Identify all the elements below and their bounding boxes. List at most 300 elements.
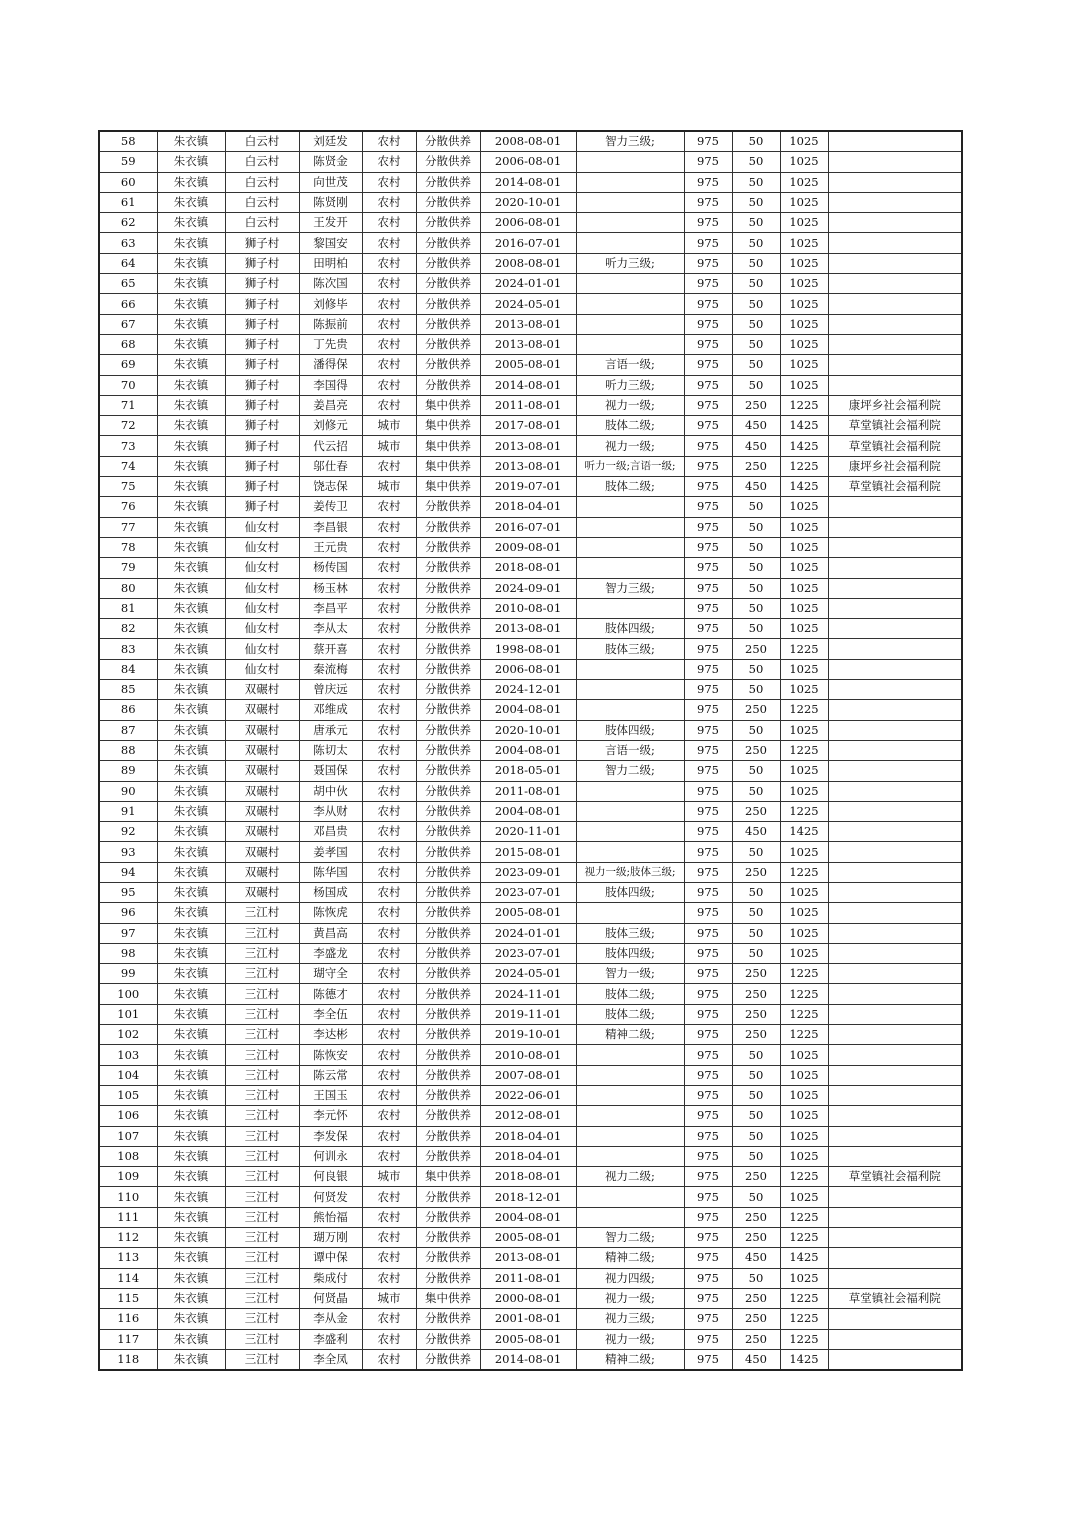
institution-cell bbox=[828, 1146, 962, 1166]
table-row bbox=[99, 497, 962, 517]
seq-cell: 61 bbox=[99, 192, 157, 212]
disability-cell bbox=[576, 700, 684, 720]
disability-cell bbox=[576, 233, 684, 253]
start-date-cell: 2008-08-01 bbox=[480, 131, 576, 152]
disability-cell bbox=[576, 314, 684, 334]
institution-cell bbox=[828, 1207, 962, 1227]
disability-cell bbox=[576, 1187, 684, 1207]
name-cell: 李昌平 bbox=[299, 598, 362, 618]
base-amount-cell: 975 bbox=[684, 517, 732, 537]
village-cell: 双碾村 bbox=[225, 862, 299, 882]
total-cell: 1225 bbox=[780, 1309, 828, 1329]
subsidy-cell: 50 bbox=[732, 1126, 780, 1146]
start-date-cell: 2022-06-01 bbox=[480, 1085, 576, 1105]
base-amount-cell: 975 bbox=[684, 233, 732, 253]
disability-cell bbox=[576, 1065, 684, 1085]
institution-cell bbox=[828, 334, 962, 354]
seq-cell: 59 bbox=[99, 152, 157, 172]
table-row bbox=[99, 842, 962, 862]
start-date-cell: 2017-08-01 bbox=[480, 416, 576, 436]
disability-cell: 视力一级; bbox=[576, 1288, 684, 1308]
subsidy-cell: 50 bbox=[732, 152, 780, 172]
base-amount-cell: 975 bbox=[684, 598, 732, 618]
table-row bbox=[99, 659, 962, 679]
household-type-cell: 农村 bbox=[362, 882, 416, 902]
disability-cell: 肢体四级; bbox=[576, 943, 684, 963]
table-row bbox=[99, 720, 962, 740]
subsidy-cell: 50 bbox=[732, 558, 780, 578]
table-row bbox=[99, 192, 962, 212]
total-cell: 1025 bbox=[780, 517, 828, 537]
household-type-cell: 农村 bbox=[362, 517, 416, 537]
name-cell: 陈切太 bbox=[299, 740, 362, 760]
table-row bbox=[99, 781, 962, 801]
start-date-cell: 2018-04-01 bbox=[480, 1126, 576, 1146]
disability-cell bbox=[576, 680, 684, 700]
support-type-cell: 分散供养 bbox=[416, 253, 480, 273]
village-cell: 三江村 bbox=[225, 1329, 299, 1349]
table-row bbox=[99, 558, 962, 578]
household-type-cell: 农村 bbox=[362, 1004, 416, 1024]
household-type-cell: 农村 bbox=[362, 294, 416, 314]
village-cell: 狮子村 bbox=[225, 395, 299, 415]
subsidy-cell: 50 bbox=[732, 598, 780, 618]
table-row bbox=[99, 1187, 962, 1207]
disability-cell: 言语一级; bbox=[576, 355, 684, 375]
total-cell: 1025 bbox=[780, 192, 828, 212]
support-type-cell: 集中供养 bbox=[416, 395, 480, 415]
village-cell: 狮子村 bbox=[225, 375, 299, 395]
start-date-cell: 2013-08-01 bbox=[480, 314, 576, 334]
household-type-cell: 农村 bbox=[362, 456, 416, 476]
start-date-cell: 2010-08-01 bbox=[480, 1045, 576, 1065]
support-type-cell: 分散供养 bbox=[416, 923, 480, 943]
town-cell: 朱衣镇 bbox=[157, 416, 225, 436]
total-cell: 1225 bbox=[780, 964, 828, 984]
town-cell: 朱衣镇 bbox=[157, 842, 225, 862]
institution-cell bbox=[828, 598, 962, 618]
household-type-cell: 农村 bbox=[362, 1106, 416, 1126]
table-row bbox=[99, 253, 962, 273]
name-cell: 丁先贵 bbox=[299, 334, 362, 354]
base-amount-cell: 975 bbox=[684, 639, 732, 659]
institution-cell bbox=[828, 172, 962, 192]
disability-cell: 视力一级; bbox=[576, 1329, 684, 1349]
start-date-cell: 2023-07-01 bbox=[480, 943, 576, 963]
base-amount-cell: 975 bbox=[684, 1065, 732, 1085]
support-type-cell: 分散供养 bbox=[416, 781, 480, 801]
household-type-cell: 农村 bbox=[362, 822, 416, 842]
support-type-cell: 分散供养 bbox=[416, 639, 480, 659]
subsidy-cell: 50 bbox=[732, 1106, 780, 1126]
subsidy-cell: 250 bbox=[732, 1025, 780, 1045]
town-cell: 朱衣镇 bbox=[157, 477, 225, 497]
start-date-cell: 2013-08-01 bbox=[480, 456, 576, 476]
seq-cell: 72 bbox=[99, 416, 157, 436]
table-row bbox=[99, 1004, 962, 1024]
town-cell: 朱衣镇 bbox=[157, 274, 225, 294]
start-date-cell: 2013-08-01 bbox=[480, 334, 576, 354]
name-cell: 李全伍 bbox=[299, 1004, 362, 1024]
village-cell: 三江村 bbox=[225, 1228, 299, 1248]
institution-cell bbox=[828, 1248, 962, 1268]
disability-cell bbox=[576, 659, 684, 679]
institution-cell bbox=[828, 761, 962, 781]
subsidy-cell: 50 bbox=[732, 314, 780, 334]
town-cell: 朱衣镇 bbox=[157, 984, 225, 1004]
table-row bbox=[99, 294, 962, 314]
total-cell: 1025 bbox=[780, 720, 828, 740]
institution-cell bbox=[828, 1004, 962, 1024]
disability-cell bbox=[576, 1146, 684, 1166]
base-amount-cell: 975 bbox=[684, 964, 732, 984]
start-date-cell: 2020-10-01 bbox=[480, 720, 576, 740]
support-type-cell: 分散供养 bbox=[416, 801, 480, 821]
disability-cell: 听力三级; bbox=[576, 375, 684, 395]
village-cell: 三江村 bbox=[225, 1187, 299, 1207]
town-cell: 朱衣镇 bbox=[157, 1207, 225, 1227]
town-cell: 朱衣镇 bbox=[157, 700, 225, 720]
household-type-cell: 农村 bbox=[362, 355, 416, 375]
support-type-cell: 分散供养 bbox=[416, 1004, 480, 1024]
name-cell: 姜昌亮 bbox=[299, 395, 362, 415]
institution-cell bbox=[828, 740, 962, 760]
village-cell: 三江村 bbox=[225, 1146, 299, 1166]
household-type-cell: 农村 bbox=[362, 152, 416, 172]
support-type-cell: 分散供养 bbox=[416, 740, 480, 760]
total-cell: 1225 bbox=[780, 700, 828, 720]
disability-cell bbox=[576, 274, 684, 294]
start-date-cell: 2010-08-01 bbox=[480, 598, 576, 618]
table-row bbox=[99, 537, 962, 557]
seq-cell: 83 bbox=[99, 639, 157, 659]
town-cell: 朱衣镇 bbox=[157, 578, 225, 598]
town-cell: 朱衣镇 bbox=[157, 294, 225, 314]
start-date-cell: 1998-08-01 bbox=[480, 639, 576, 659]
town-cell: 朱衣镇 bbox=[157, 882, 225, 902]
town-cell: 朱衣镇 bbox=[157, 375, 225, 395]
village-cell: 狮子村 bbox=[225, 456, 299, 476]
base-amount-cell: 975 bbox=[684, 253, 732, 273]
support-type-cell: 集中供养 bbox=[416, 1288, 480, 1308]
subsidy-cell: 250 bbox=[732, 801, 780, 821]
name-cell: 李从太 bbox=[299, 619, 362, 639]
start-date-cell: 2008-08-01 bbox=[480, 253, 576, 273]
town-cell: 朱衣镇 bbox=[157, 761, 225, 781]
disability-cell: 肢体三级; bbox=[576, 923, 684, 943]
town-cell: 朱衣镇 bbox=[157, 1268, 225, 1288]
seq-cell: 87 bbox=[99, 720, 157, 740]
household-type-cell: 农村 bbox=[362, 1329, 416, 1349]
seq-cell: 80 bbox=[99, 578, 157, 598]
seq-cell: 97 bbox=[99, 923, 157, 943]
start-date-cell: 2006-08-01 bbox=[480, 213, 576, 233]
start-date-cell: 2018-08-01 bbox=[480, 1167, 576, 1187]
town-cell: 朱衣镇 bbox=[157, 1288, 225, 1308]
institution-cell bbox=[828, 943, 962, 963]
name-cell: 李盛龙 bbox=[299, 943, 362, 963]
base-amount-cell: 975 bbox=[684, 923, 732, 943]
institution-cell bbox=[828, 882, 962, 902]
seq-cell: 77 bbox=[99, 517, 157, 537]
household-type-cell: 农村 bbox=[362, 1268, 416, 1288]
table-row bbox=[99, 395, 962, 415]
seq-cell: 115 bbox=[99, 1288, 157, 1308]
seq-cell: 111 bbox=[99, 1207, 157, 1227]
base-amount-cell: 975 bbox=[684, 1004, 732, 1024]
town-cell: 朱衣镇 bbox=[157, 1146, 225, 1166]
base-amount-cell: 975 bbox=[684, 1248, 732, 1268]
household-type-cell: 城市 bbox=[362, 477, 416, 497]
village-cell: 三江村 bbox=[225, 1288, 299, 1308]
table-row bbox=[99, 1329, 962, 1349]
total-cell: 1225 bbox=[780, 862, 828, 882]
institution-cell bbox=[828, 537, 962, 557]
institution-cell bbox=[828, 842, 962, 862]
start-date-cell: 2024-01-01 bbox=[480, 923, 576, 943]
support-type-cell: 集中供养 bbox=[416, 1167, 480, 1187]
subsidy-cell: 50 bbox=[732, 720, 780, 740]
disability-cell: 智力三级; bbox=[576, 578, 684, 598]
name-cell: 陈华国 bbox=[299, 862, 362, 882]
disability-cell bbox=[576, 781, 684, 801]
support-type-cell: 分散供养 bbox=[416, 842, 480, 862]
village-cell: 三江村 bbox=[225, 1004, 299, 1024]
support-type-cell: 分散供养 bbox=[416, 172, 480, 192]
institution-cell bbox=[828, 253, 962, 273]
start-date-cell: 2007-08-01 bbox=[480, 1065, 576, 1085]
table-row bbox=[99, 477, 962, 497]
base-amount-cell: 975 bbox=[684, 213, 732, 233]
base-amount-cell: 975 bbox=[684, 700, 732, 720]
base-amount-cell: 975 bbox=[684, 1329, 732, 1349]
disability-cell: 肢体四级; bbox=[576, 882, 684, 902]
household-type-cell: 农村 bbox=[362, 1025, 416, 1045]
support-type-cell: 分散供养 bbox=[416, 882, 480, 902]
institution-cell bbox=[828, 314, 962, 334]
support-type-cell: 分散供养 bbox=[416, 1207, 480, 1227]
institution-cell bbox=[828, 1045, 962, 1065]
institution-cell bbox=[828, 131, 962, 152]
seq-cell: 92 bbox=[99, 822, 157, 842]
subsidy-cell: 250 bbox=[732, 700, 780, 720]
base-amount-cell: 975 bbox=[684, 395, 732, 415]
subsidy-cell: 50 bbox=[732, 294, 780, 314]
support-type-cell: 分散供养 bbox=[416, 984, 480, 1004]
name-cell: 何贤晶 bbox=[299, 1288, 362, 1308]
town-cell: 朱衣镇 bbox=[157, 801, 225, 821]
seq-cell: 101 bbox=[99, 1004, 157, 1024]
subsidy-cell: 50 bbox=[732, 1268, 780, 1288]
institution-cell bbox=[828, 1309, 962, 1329]
village-cell: 三江村 bbox=[225, 943, 299, 963]
base-amount-cell: 975 bbox=[684, 1167, 732, 1187]
name-cell: 李盛利 bbox=[299, 1329, 362, 1349]
seq-cell: 113 bbox=[99, 1248, 157, 1268]
support-type-cell: 集中供养 bbox=[416, 477, 480, 497]
town-cell: 朱衣镇 bbox=[157, 598, 225, 618]
town-cell: 朱衣镇 bbox=[157, 1106, 225, 1126]
subsidy-cell: 250 bbox=[732, 1329, 780, 1349]
total-cell: 1025 bbox=[780, 213, 828, 233]
village-cell: 狮子村 bbox=[225, 253, 299, 273]
household-type-cell: 农村 bbox=[362, 1065, 416, 1085]
village-cell: 仙女村 bbox=[225, 659, 299, 679]
support-type-cell: 集中供养 bbox=[416, 436, 480, 456]
total-cell: 1025 bbox=[780, 152, 828, 172]
town-cell: 朱衣镇 bbox=[157, 192, 225, 212]
table-row bbox=[99, 761, 962, 781]
household-type-cell: 农村 bbox=[362, 964, 416, 984]
village-cell: 白云村 bbox=[225, 192, 299, 212]
base-amount-cell: 975 bbox=[684, 1085, 732, 1105]
household-type-cell: 城市 bbox=[362, 1288, 416, 1308]
total-cell: 1025 bbox=[780, 1146, 828, 1166]
start-date-cell: 2023-09-01 bbox=[480, 862, 576, 882]
seq-cell: 118 bbox=[99, 1349, 157, 1370]
start-date-cell: 2024-05-01 bbox=[480, 964, 576, 984]
town-cell: 朱衣镇 bbox=[157, 456, 225, 476]
disability-cell: 视力一级; bbox=[576, 395, 684, 415]
disability-cell bbox=[576, 192, 684, 212]
household-type-cell: 农村 bbox=[362, 842, 416, 862]
town-cell: 朱衣镇 bbox=[157, 1045, 225, 1065]
start-date-cell: 2009-08-01 bbox=[480, 537, 576, 557]
household-type-cell: 城市 bbox=[362, 1167, 416, 1187]
base-amount-cell: 975 bbox=[684, 1025, 732, 1045]
table-row bbox=[99, 923, 962, 943]
table-row bbox=[99, 903, 962, 923]
table-row bbox=[99, 1085, 962, 1105]
subsidy-cell: 50 bbox=[732, 903, 780, 923]
institution-cell bbox=[828, 801, 962, 821]
seq-cell: 58 bbox=[99, 131, 157, 152]
base-amount-cell: 975 bbox=[684, 1045, 732, 1065]
village-cell: 双碾村 bbox=[225, 822, 299, 842]
support-type-cell: 分散供养 bbox=[416, 1025, 480, 1045]
village-cell: 三江村 bbox=[225, 1025, 299, 1045]
seq-cell: 102 bbox=[99, 1025, 157, 1045]
name-cell: 柴成付 bbox=[299, 1268, 362, 1288]
household-type-cell: 农村 bbox=[362, 680, 416, 700]
disability-cell: 精神二级; bbox=[576, 1349, 684, 1370]
base-amount-cell: 975 bbox=[684, 1187, 732, 1207]
support-type-cell: 分散供养 bbox=[416, 274, 480, 294]
village-cell: 三江村 bbox=[225, 1106, 299, 1126]
subsidy-cell: 450 bbox=[732, 1349, 780, 1370]
support-type-cell: 分散供养 bbox=[416, 1187, 480, 1207]
disability-cell bbox=[576, 1106, 684, 1126]
start-date-cell: 2011-08-01 bbox=[480, 395, 576, 415]
seq-cell: 106 bbox=[99, 1106, 157, 1126]
seq-cell: 70 bbox=[99, 375, 157, 395]
household-type-cell: 农村 bbox=[362, 375, 416, 395]
village-cell: 仙女村 bbox=[225, 598, 299, 618]
household-type-cell: 农村 bbox=[362, 395, 416, 415]
start-date-cell: 2005-08-01 bbox=[480, 1228, 576, 1248]
seq-cell: 105 bbox=[99, 1085, 157, 1105]
table-row bbox=[99, 375, 962, 395]
subsidy-cell: 250 bbox=[732, 1309, 780, 1329]
institution-cell: 康坪乡社会福利院 bbox=[828, 395, 962, 415]
village-cell: 双碾村 bbox=[225, 781, 299, 801]
subsidy-cell: 250 bbox=[732, 1288, 780, 1308]
seq-cell: 91 bbox=[99, 801, 157, 821]
household-type-cell: 农村 bbox=[362, 1045, 416, 1065]
support-type-cell: 分散供养 bbox=[416, 964, 480, 984]
base-amount-cell: 975 bbox=[684, 984, 732, 1004]
household-type-cell: 农村 bbox=[362, 1187, 416, 1207]
town-cell: 朱衣镇 bbox=[157, 720, 225, 740]
seq-cell: 99 bbox=[99, 964, 157, 984]
table-row bbox=[99, 1268, 962, 1288]
household-type-cell: 农村 bbox=[362, 1207, 416, 1227]
village-cell: 仙女村 bbox=[225, 639, 299, 659]
town-cell: 朱衣镇 bbox=[157, 659, 225, 679]
disability-cell: 视力三级; bbox=[576, 1309, 684, 1329]
seq-cell: 63 bbox=[99, 233, 157, 253]
institution-cell bbox=[828, 1268, 962, 1288]
town-cell: 朱衣镇 bbox=[157, 862, 225, 882]
subsidy-cell: 250 bbox=[732, 1207, 780, 1227]
support-type-cell: 分散供养 bbox=[416, 1065, 480, 1085]
start-date-cell: 2004-08-01 bbox=[480, 1207, 576, 1227]
table-row bbox=[99, 984, 962, 1004]
total-cell: 1025 bbox=[780, 537, 828, 557]
name-cell: 李全凤 bbox=[299, 1349, 362, 1370]
support-type-cell: 分散供养 bbox=[416, 537, 480, 557]
total-cell: 1225 bbox=[780, 1228, 828, 1248]
table-row bbox=[99, 943, 962, 963]
start-date-cell: 2006-08-01 bbox=[480, 659, 576, 679]
town-cell: 朱衣镇 bbox=[157, 558, 225, 578]
table-row bbox=[99, 436, 962, 456]
household-type-cell: 农村 bbox=[362, 537, 416, 557]
support-type-cell: 分散供养 bbox=[416, 233, 480, 253]
support-type-cell: 分散供养 bbox=[416, 517, 480, 537]
start-date-cell: 2024-09-01 bbox=[480, 578, 576, 598]
subsidy-cell: 250 bbox=[732, 456, 780, 476]
village-cell: 狮子村 bbox=[225, 497, 299, 517]
disability-cell bbox=[576, 152, 684, 172]
institution-cell bbox=[828, 152, 962, 172]
total-cell: 1225 bbox=[780, 1004, 828, 1024]
town-cell: 朱衣镇 bbox=[157, 537, 225, 557]
base-amount-cell: 975 bbox=[684, 822, 732, 842]
support-type-cell: 分散供养 bbox=[416, 314, 480, 334]
name-cell: 王元贵 bbox=[299, 537, 362, 557]
table-row bbox=[99, 213, 962, 233]
total-cell: 1025 bbox=[780, 943, 828, 963]
village-cell: 狮子村 bbox=[225, 294, 299, 314]
disability-cell bbox=[576, 517, 684, 537]
subsidy-cell: 50 bbox=[732, 781, 780, 801]
total-cell: 1025 bbox=[780, 1187, 828, 1207]
name-cell: 何贤发 bbox=[299, 1187, 362, 1207]
start-date-cell: 2018-05-01 bbox=[480, 761, 576, 781]
name-cell: 陈恢安 bbox=[299, 1045, 362, 1065]
disability-cell: 智力三级; bbox=[576, 131, 684, 152]
household-type-cell: 农村 bbox=[362, 700, 416, 720]
start-date-cell: 2016-07-01 bbox=[480, 233, 576, 253]
village-cell: 双碾村 bbox=[225, 740, 299, 760]
household-type-cell: 农村 bbox=[362, 172, 416, 192]
subsidy-cell: 50 bbox=[732, 761, 780, 781]
subsidy-cell: 50 bbox=[732, 680, 780, 700]
table-row bbox=[99, 822, 962, 842]
disability-cell: 智力一级; bbox=[576, 964, 684, 984]
disability-cell bbox=[576, 294, 684, 314]
